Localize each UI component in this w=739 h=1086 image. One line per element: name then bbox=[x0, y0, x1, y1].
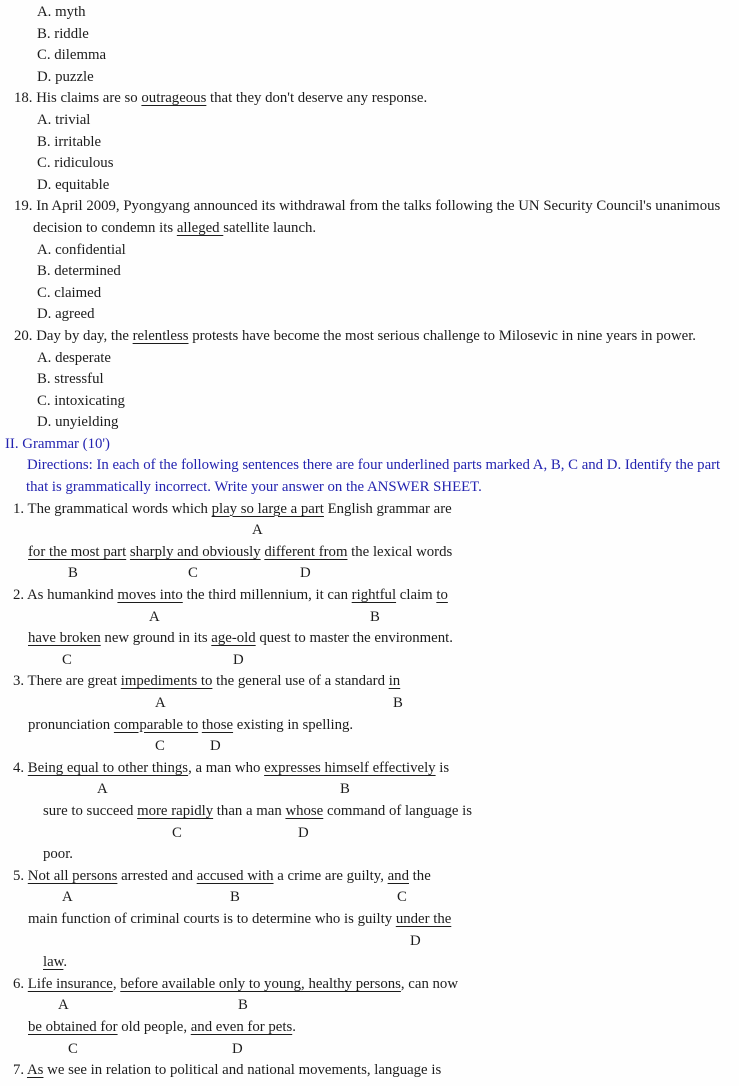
choice-marker-A: A bbox=[97, 781, 108, 798]
underlined-phrase: whose bbox=[285, 802, 324, 819]
underlined-phrase: and even for pets bbox=[190, 1018, 293, 1035]
grammar-question-line bbox=[0, 585, 739, 607]
underlined-phrase: Life insurance bbox=[27, 975, 113, 992]
underlined-phrase: under the bbox=[395, 910, 452, 927]
option-line bbox=[0, 67, 739, 89]
underlined-phrase: sharply and obviously bbox=[129, 543, 261, 560]
text-run: poor. bbox=[43, 846, 74, 863]
text-run: the lexical words bbox=[347, 543, 453, 560]
grammar-question-line bbox=[0, 671, 739, 693]
grammar-question-line bbox=[0, 952, 739, 974]
question-line bbox=[0, 196, 739, 218]
grammar-question-line bbox=[0, 1017, 739, 1039]
underlined-phrase: expresses himself effectively bbox=[264, 759, 436, 776]
text-run: 5. bbox=[13, 867, 28, 884]
choice-marker-D: D bbox=[233, 651, 244, 668]
text-run: A. confidential bbox=[37, 241, 126, 258]
text-run: D. equitable bbox=[37, 176, 110, 193]
underlined-phrase: and bbox=[387, 867, 409, 884]
text-run: decision to condemn its bbox=[33, 219, 177, 236]
directions-line-2 bbox=[0, 477, 739, 499]
text-run: B. riddle bbox=[37, 25, 89, 42]
text-run: 19. In April 2009, Pyongyang announced its withdrawal from the talks following the UN Security Council's unanimous bbox=[14, 198, 721, 215]
choice-marker-C: C bbox=[62, 651, 72, 668]
underlined-phrase: before available only to young, healthy persons bbox=[120, 975, 401, 992]
grammar-question-line bbox=[0, 628, 739, 650]
option-line bbox=[0, 412, 739, 434]
grammar-question-line bbox=[0, 801, 739, 823]
underlined-phrase: have broken bbox=[28, 630, 101, 647]
underlined-phrase: those bbox=[201, 716, 234, 733]
grammar-question-line bbox=[0, 844, 739, 866]
grammar-question-line bbox=[0, 542, 739, 564]
text-run: old people, bbox=[117, 1018, 191, 1035]
grammar-question-line bbox=[0, 909, 739, 931]
text-run: the bbox=[408, 867, 431, 884]
underlined-phrase: for the most part bbox=[28, 543, 127, 560]
grammar-question-line bbox=[0, 499, 739, 521]
option-line bbox=[0, 24, 739, 46]
underlined-phrase: As bbox=[26, 1062, 44, 1079]
choice-marker-C: C bbox=[68, 1040, 78, 1057]
underlined-phrase: Not all persons bbox=[27, 867, 118, 884]
underlined-phrase: outrageous bbox=[141, 90, 207, 107]
text-run: that they don't deserve any response. bbox=[206, 90, 428, 107]
grammar-question-line bbox=[0, 974, 739, 996]
marker-row bbox=[0, 607, 739, 629]
option-line bbox=[0, 391, 739, 413]
text-run: , can now bbox=[400, 975, 459, 992]
text-run: 4. bbox=[13, 759, 28, 776]
vocabulary-section bbox=[0, 2, 739, 434]
underlined-phrase: Being equal to other things bbox=[27, 759, 189, 776]
text-run: English grammar are bbox=[323, 500, 452, 517]
marker-row bbox=[0, 520, 739, 542]
choice-marker-B: B bbox=[230, 889, 240, 906]
underlined-phrase: impediments to bbox=[120, 673, 213, 690]
directions-text: Directions: In each of the following sentences there are four underlined parts marked A, B, C and D. Identify the part bbox=[27, 457, 721, 474]
choice-marker-B: B bbox=[340, 781, 350, 798]
underlined-phrase: alleged bbox=[176, 219, 224, 236]
option-line bbox=[0, 45, 739, 67]
text-run: 18. His claims are so bbox=[14, 90, 142, 107]
underlined-phrase: law bbox=[43, 954, 64, 971]
underlined-phrase: in bbox=[388, 673, 401, 690]
underlined-phrase: more rapidly bbox=[137, 802, 214, 819]
text-run: command of language is bbox=[323, 802, 472, 819]
text-run: C. intoxicating bbox=[37, 392, 125, 409]
option-line bbox=[0, 175, 739, 197]
text-run: A. myth bbox=[37, 4, 86, 20]
marker-row bbox=[0, 1039, 739, 1061]
text-run: the general use of a standard bbox=[212, 673, 389, 690]
underlined-phrase: rightful bbox=[351, 587, 397, 604]
marker-row bbox=[0, 931, 739, 953]
text-run: we see in relation to political and national movements, language is bbox=[43, 1062, 442, 1079]
option-line bbox=[0, 110, 739, 132]
grammar-section-heading bbox=[0, 434, 739, 456]
text-run: . bbox=[63, 954, 68, 971]
underlined-phrase: relentless bbox=[132, 327, 189, 344]
text-run: quest to master the environment. bbox=[255, 630, 453, 647]
question-line bbox=[0, 88, 739, 110]
underlined-phrase: moves into bbox=[117, 587, 183, 604]
text-run: satellite launch. bbox=[223, 219, 317, 236]
marker-row bbox=[0, 693, 739, 715]
choice-marker-D: D bbox=[410, 932, 421, 949]
directions-text: that is grammatically incorrect. Write your answer on the ANSWER SHEET. bbox=[26, 479, 482, 496]
choice-marker-B: B bbox=[238, 997, 248, 1014]
choice-marker-B: B bbox=[370, 608, 380, 625]
underlined-phrase: comparable to bbox=[113, 716, 199, 733]
option-line bbox=[0, 153, 739, 175]
underlined-phrase: accused with bbox=[196, 867, 274, 884]
marker-row bbox=[0, 995, 739, 1017]
marker-row bbox=[0, 887, 739, 909]
choice-marker-C: C bbox=[172, 824, 182, 841]
text-run: D. agreed bbox=[37, 306, 95, 323]
text-run: , a man who bbox=[188, 759, 265, 776]
text-run: . bbox=[292, 1018, 296, 1035]
underlined-phrase: be obtained for bbox=[28, 1018, 118, 1035]
text-run: D. unyielding bbox=[37, 414, 119, 431]
text-run: 20. Day by day, the bbox=[14, 327, 133, 344]
choice-marker-A: A bbox=[252, 522, 263, 539]
text-run: new ground in its bbox=[100, 630, 212, 647]
text-run: B. irritable bbox=[37, 133, 102, 150]
text-run: sure to succeed bbox=[43, 802, 138, 819]
text-run: the third millennium, it can bbox=[182, 587, 352, 604]
text-run: is bbox=[435, 759, 450, 776]
choice-marker-C: C bbox=[397, 889, 407, 906]
underlined-phrase: to bbox=[436, 587, 448, 604]
text-run: 6. bbox=[13, 975, 28, 992]
marker-row bbox=[0, 736, 739, 758]
marker-row bbox=[0, 563, 739, 585]
option-line bbox=[0, 261, 739, 283]
option-line bbox=[0, 304, 739, 326]
text-run: C. dilemma bbox=[37, 47, 107, 64]
option-line bbox=[0, 348, 739, 370]
option-line bbox=[0, 240, 739, 262]
choice-marker-A: A bbox=[62, 889, 73, 906]
underlined-phrase: age-old bbox=[211, 630, 256, 647]
text-run: existing in spelling. bbox=[233, 716, 354, 733]
directions-line-1 bbox=[0, 455, 739, 477]
choice-marker-D: D bbox=[300, 565, 311, 582]
text-run: 3. There are great bbox=[13, 673, 121, 690]
text-run: , bbox=[112, 975, 121, 992]
grammar-question-line bbox=[0, 1060, 739, 1082]
choice-marker-C: C bbox=[188, 565, 198, 582]
choice-marker-A: A bbox=[58, 997, 69, 1014]
option-line bbox=[0, 283, 739, 305]
underlined-phrase: different from bbox=[264, 543, 348, 560]
text-run: B. determined bbox=[37, 263, 121, 280]
choice-marker-B: B bbox=[393, 695, 403, 711]
text-run: A. trivial bbox=[37, 111, 91, 128]
text-run: 7. bbox=[13, 1062, 27, 1079]
question-line bbox=[0, 218, 739, 240]
option-line bbox=[0, 369, 739, 391]
option-line bbox=[0, 2, 739, 24]
choice-marker-C: C bbox=[155, 738, 165, 755]
choice-marker-D: D bbox=[232, 1040, 243, 1057]
text-run: 2. As humankind bbox=[13, 587, 118, 604]
grammar-question-line bbox=[0, 758, 739, 780]
text-run: A. desperate bbox=[37, 349, 111, 366]
choice-marker-D: D bbox=[298, 824, 309, 841]
text-run: C. claimed bbox=[37, 284, 102, 301]
text-run: B. stressful bbox=[37, 371, 104, 388]
text-run: 1. The grammatical words which bbox=[13, 500, 212, 517]
choice-marker-A: A bbox=[149, 608, 160, 625]
choice-marker-B: B bbox=[68, 565, 78, 582]
text-run: than a man bbox=[213, 802, 286, 819]
choice-marker-D: D bbox=[210, 738, 221, 755]
marker-row bbox=[0, 823, 739, 845]
option-line bbox=[0, 132, 739, 154]
underlined-phrase: play so large a part bbox=[211, 500, 324, 517]
text-run: D. puzzle bbox=[37, 68, 94, 85]
text-run: main function of criminal courts is to determine who is guilty bbox=[28, 910, 396, 927]
marker-row bbox=[0, 779, 739, 801]
choice-marker-A: A bbox=[155, 695, 166, 711]
grammar-question-line bbox=[0, 715, 739, 737]
text-run: arrested and bbox=[117, 867, 197, 884]
marker-row bbox=[0, 650, 739, 672]
text-run: pronunciation bbox=[28, 716, 114, 733]
text-run: C. ridiculous bbox=[37, 155, 114, 172]
section-heading-text: II. Grammar (10') bbox=[5, 435, 110, 452]
grammar-question-line bbox=[0, 866, 739, 888]
grammar-section bbox=[0, 499, 739, 1082]
text-run: a crime are guilty, bbox=[273, 867, 388, 884]
text-run: claim bbox=[396, 587, 437, 604]
text-run: protests have become the most serious challenge to Milosevic in nine years in power. bbox=[188, 327, 697, 344]
question-line bbox=[0, 326, 739, 348]
